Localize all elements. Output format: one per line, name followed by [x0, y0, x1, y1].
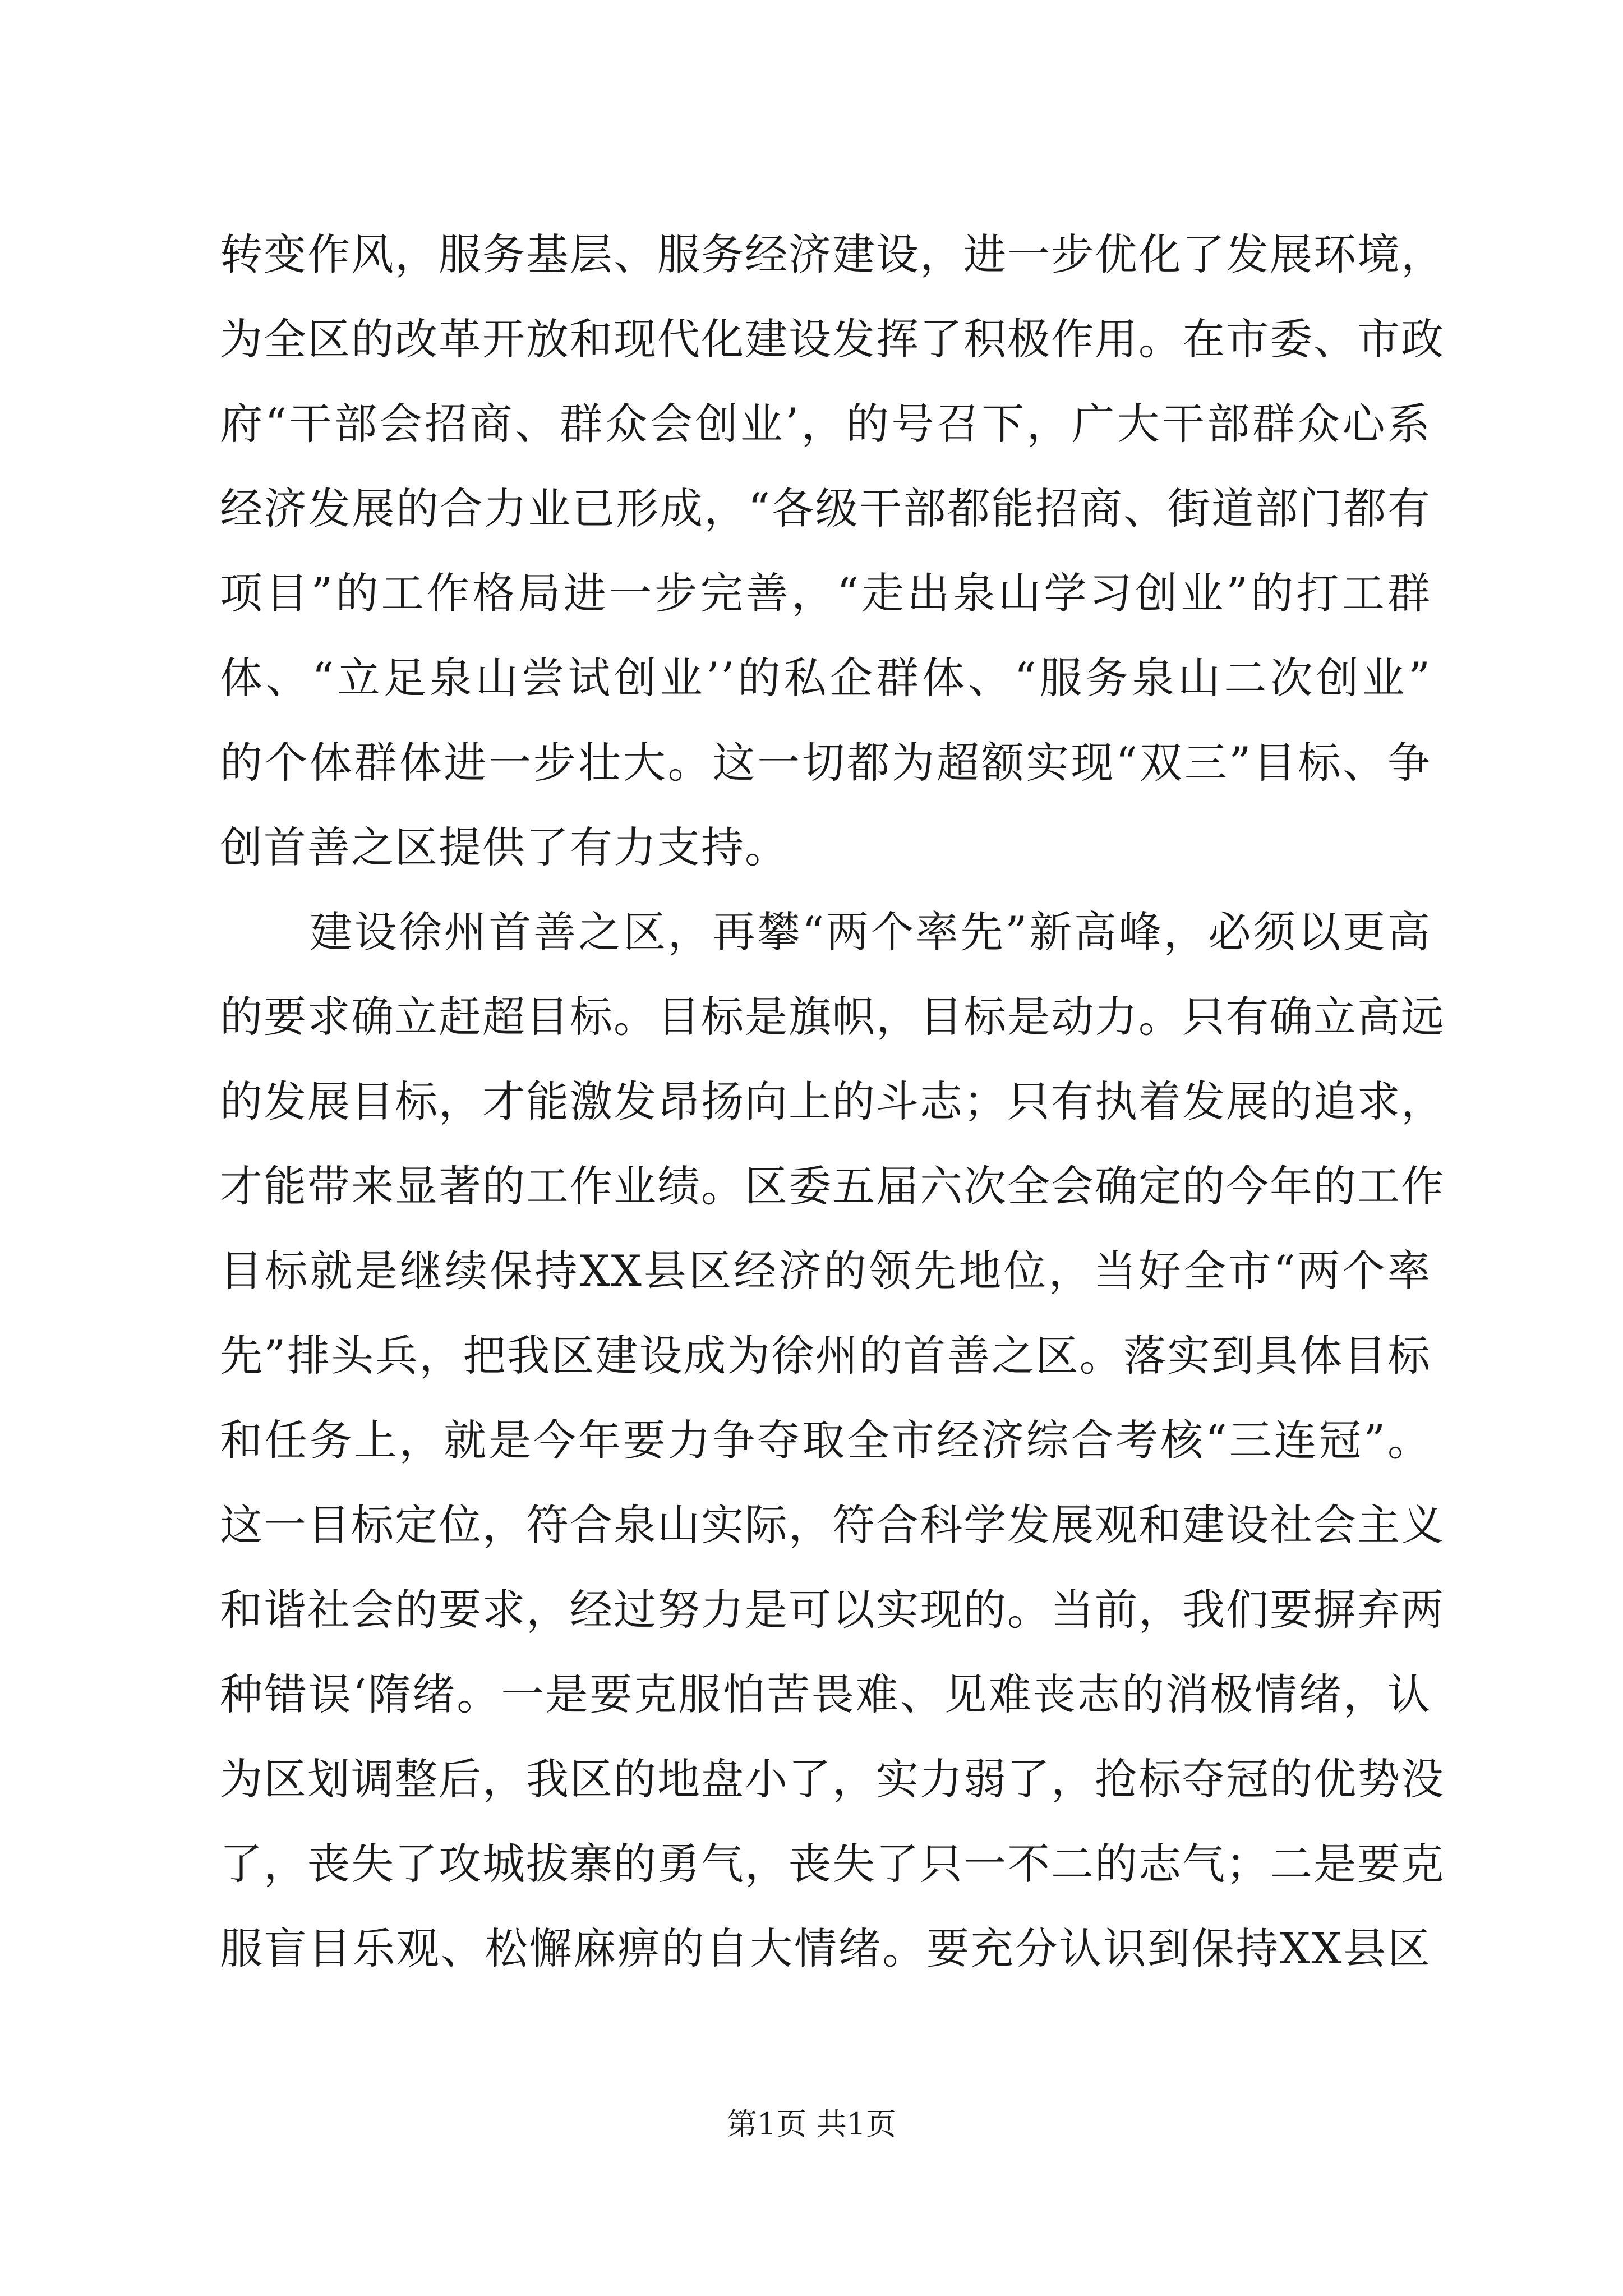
text-line: 转变作风，服务基层、服务经济建设，进一步优化了发展环境， [220, 229, 1445, 279]
text-line: 目标就是继续保持XX县区经济的领先地位，当好全市“两个率 [220, 1246, 1431, 1296]
text-line: 项目”的工作格局进一步完善，“走出泉山学习创业”的打工群 [220, 568, 1431, 618]
text-line: 的个体群体进一步壮大。这一切都为超额实现“双三”目标、争 [220, 738, 1431, 788]
text-line: 为全区的改革开放和现代化建设发挥了积极作用。在市委、市政 [220, 314, 1445, 364]
text-line: 服盲目乐观、松懈麻痹的自大情绪。要充分认识到保持XX县区 [220, 1924, 1431, 1973]
text-line: 的发展目标，才能激发昂扬向上的斗志；只有执着发展的追求， [220, 1076, 1445, 1126]
text-line: 经济发展的合力业已形成，“各级干部都能招商、街道部门都有 [220, 484, 1431, 533]
text-line: 体、“立足泉山尝试创业’’的私企群体、“服务泉山二次创业” [220, 653, 1431, 703]
text-line: 建设徐州首善之区，再攀“两个率先”新高峰，必须以更高 [310, 907, 1431, 957]
text-line: 种错误‘隋绪。一是要克服怕苦畏难、见难丧志的消极情绪，认 [220, 1669, 1431, 1719]
text-line: 创首善之区提供了有力支持。 [220, 822, 789, 872]
text-line: 为区划调整后，我区的地盘小了，实力弱了，抢标夺冠的优势没 [220, 1754, 1445, 1804]
page-number-footer: 第1页 共1页 [727, 2106, 896, 2142]
text-line: 这一目标定位，符合泉山实际，符合科学发展观和建设社会主义 [220, 1500, 1445, 1550]
text-line: 和任务上，就是今年要力争夺取全市经济综合考核“三连冠”。 [220, 1415, 1431, 1465]
text-line: 的要求确立赶超目标。目标是旗帜，目标是动力。只有确立高远 [220, 992, 1445, 1042]
paragraph-2 [220, 890, 1445, 1991]
text-line: 了，丧失了攻城拔寨的勇气，丧失了只一不二的志气；二是要克 [220, 1839, 1445, 1889]
text-line: 才能带来显著的工作业绩。区委五届六次全会确定的今年的工作 [220, 1161, 1445, 1211]
document-body [220, 212, 1445, 1991]
paragraph-1 [220, 212, 1445, 890]
text-line: 和谐社会的要求，经过努力是可以实现的。当前，我们要摒弃两 [220, 1585, 1445, 1635]
text-line: 先”排头兵，把我区建设成为徐州的首善之区。落实到具体目标 [220, 1331, 1431, 1381]
text-line: 府“干部会招商、群众会创业’，的号召下，广大干部群众心系 [220, 399, 1431, 449]
